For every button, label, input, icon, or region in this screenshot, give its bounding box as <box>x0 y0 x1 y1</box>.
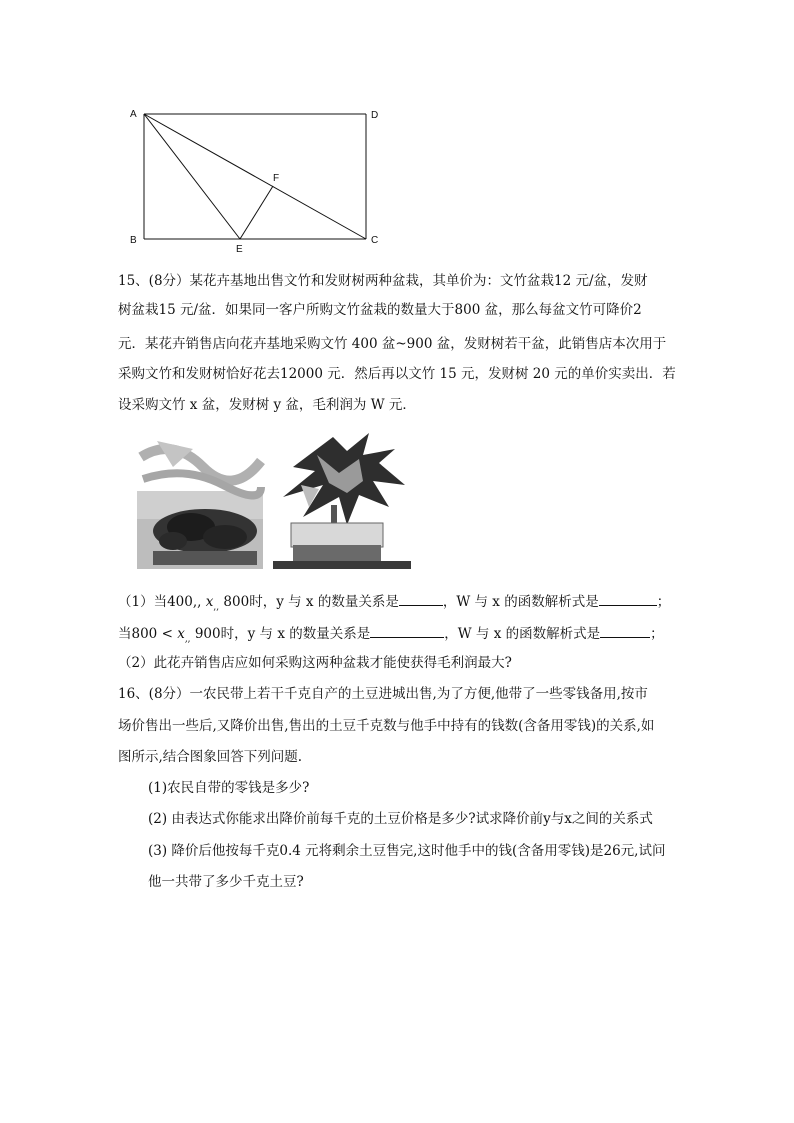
q15-sub1-mid: 时，y 与 x 的数量关系是 <box>249 594 399 610</box>
q15-line-2: 树盆栽15 元/盆．如果同一客户所购文竹盆栽的数量大于800 盆，那么每盆文竹可降价2 <box>118 302 642 318</box>
q15-part-2: （2）此花卉销售店应如何采购这两种盆栽才能使获得毛利润最大? <box>118 655 512 671</box>
q15-sub1-prefix: （1）当 <box>118 594 168 610</box>
label-B: B <box>130 235 137 246</box>
q16-part-1: (1)农民自带的零钱是多少? <box>148 780 310 796</box>
q16-part-3-line-b: 他一共带了多少千克土豆? <box>148 874 304 890</box>
cond-var: x <box>205 594 214 610</box>
q15-sub1-line-a <box>118 593 670 616</box>
money-tree-image <box>267 427 411 569</box>
q16-part-3-line-a: (3) 降价后他按每千克0.4 元将剩余土豆售完,这时他手中的钱(含备用零钱)是26元,试问 <box>148 843 666 859</box>
segment-AE <box>144 114 240 239</box>
plant-photo <box>133 427 411 569</box>
cond2-lt: < <box>161 626 173 642</box>
q15-line-4: 采购文竹和发财树恰好花去12000 元．然后再以文竹 15 元，发财树 20 元的单价实卖出．若 <box>118 366 676 382</box>
q16-line-3: 图所示,结合图象回答下列问题. <box>118 749 303 765</box>
label-D: D <box>371 110 379 121</box>
cond2-lower: 800 <box>131 626 158 642</box>
q15-line-1: 15、(8分）某花卉基地出售文竹和发财树两种盆栽，其单价为：文竹盆栽12 元/盆，发财 <box>118 273 648 289</box>
q15-sub1-end: ； <box>656 594 671 610</box>
q16-line-1: 16、(8分）一农民带上若干千克自产的土豆进城出售,为了方便,他带了一些零钱备用,按市 <box>118 686 648 702</box>
answer-blank-3[interactable] <box>370 625 444 638</box>
label-A: A <box>130 109 137 120</box>
segment-AC <box>144 114 366 239</box>
cond2-upper: 900 <box>194 626 221 642</box>
label-F: F <box>273 173 280 184</box>
q16-line-2: 场价售出一些后,又降价出售,售出的土豆千克数与他手中持有的钱数(含备用零钱)的关系,如 <box>118 718 655 734</box>
cond2-sub: ,, <box>184 634 191 645</box>
label-C: C <box>371 235 379 246</box>
cond-upper: 800 <box>223 594 250 610</box>
cond-sub: ,, <box>213 602 220 613</box>
answer-blank-2[interactable] <box>599 593 657 606</box>
cond2-var: x <box>177 626 185 642</box>
label-E: E <box>236 244 243 255</box>
q15-sub2-condition <box>131 626 221 645</box>
q16-part-2: (2) 由表达式你能求出降价前每千克的土豆价格是多少?试求降价前y与x之间的关系式 <box>148 811 653 827</box>
q15-line-3: 元．某花卉销售店向花卉基地采购文竹 400 盆~900 盆，发财树若干盆，此销售店本次用于 <box>118 336 667 352</box>
q15-sub2-mid2: ，W 与 x 的函数解析式是 <box>444 626 601 642</box>
q15-sub2-end: ； <box>650 626 664 642</box>
segment-EF <box>240 186 273 239</box>
answer-blank-4[interactable] <box>600 625 650 638</box>
answer-blank-1[interactable] <box>399 593 443 606</box>
cond-sym: ,, <box>192 594 202 610</box>
q15-sub1-mid2: ，W 与 x 的函数解析式是 <box>442 594 599 610</box>
cond-lower: 400 <box>167 594 193 610</box>
q15-sub2-mid: 时，y 与 x 的数量关系是 <box>220 626 371 642</box>
q15-line-5: 设采购文竹 x 盆，发财树 y 盆，毛利润为 W 元． <box>118 397 416 413</box>
q15-sub1-condition <box>167 594 250 613</box>
geometry-figure <box>120 100 390 255</box>
q15-sub2-prefix: 当 <box>118 626 132 642</box>
q15-sub1-line-b <box>118 625 664 648</box>
